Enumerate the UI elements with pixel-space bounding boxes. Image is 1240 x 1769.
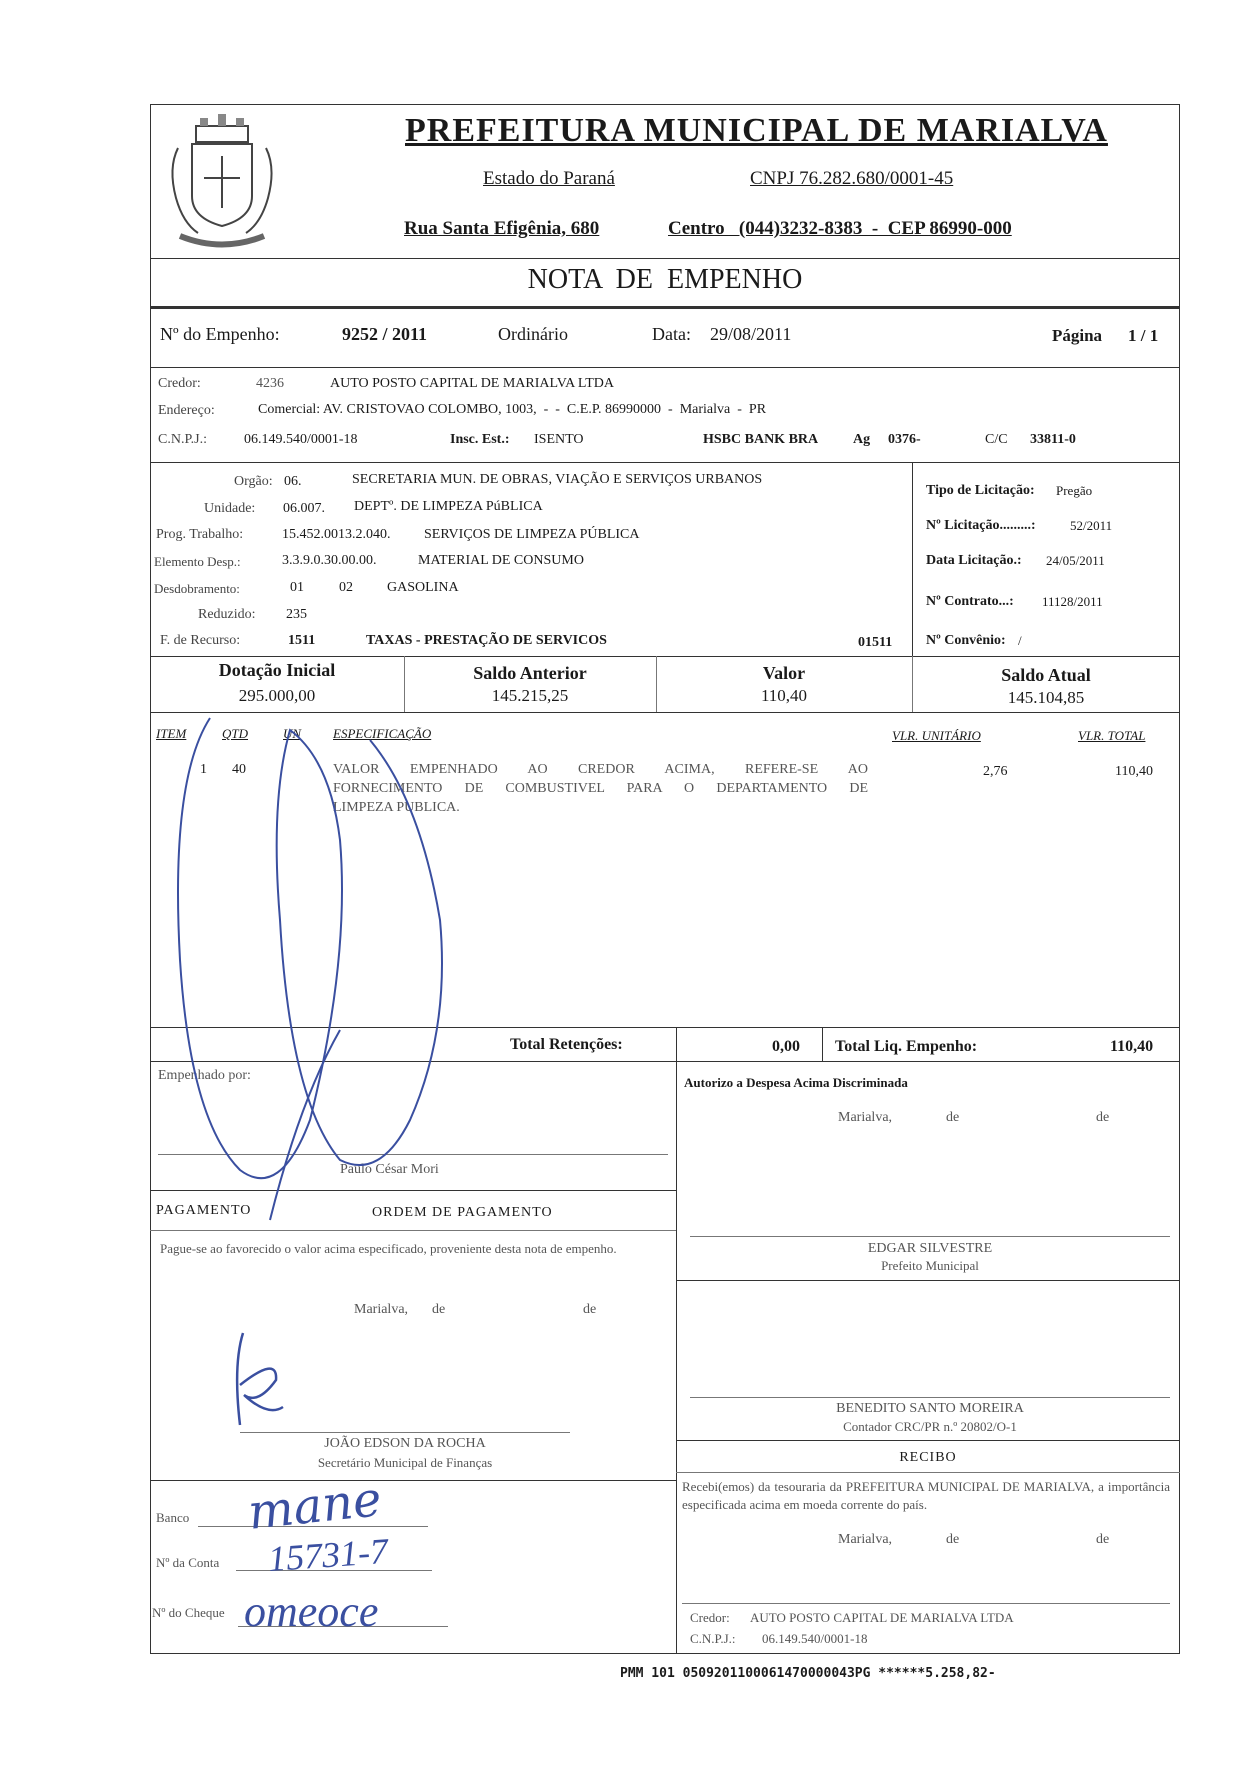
- credor-ag: 0376-: [888, 432, 921, 447]
- empenho-number: 9252 / 2011: [342, 324, 428, 344]
- handwritten-initials: [218, 1325, 298, 1435]
- retencoes-label: Total Retenções:: [510, 1036, 623, 1053]
- credor-address: Comercial: AV. CRISTOVAO COLOMBO, 1003, - - C.E.P. 86990000 - Marialva - PR: [258, 402, 767, 417]
- row-qtd: 40: [232, 762, 246, 777]
- divider: [150, 367, 1180, 368]
- recibo-place: Marialva,: [838, 1532, 893, 1547]
- cheque-label: Nº do Cheque: [152, 1605, 225, 1620]
- elemento-name: MATERIAL DE CONSUMO: [418, 553, 584, 568]
- unidade-label: Unidade:: [204, 501, 256, 516]
- pagamento-label: PAGAMENTO: [156, 1203, 252, 1218]
- liq-label: Total Liq. Empenho:: [835, 1038, 978, 1055]
- row-item: 1: [200, 762, 207, 777]
- divider: [822, 1027, 823, 1061]
- autorizo-place: Marialva,: [838, 1110, 893, 1125]
- divider: [676, 1061, 677, 1654]
- row-total: 110,40: [1115, 764, 1153, 779]
- divider: [150, 656, 1180, 657]
- municipality-contact: Centro (044)3232-8383 - CEP 86990-000: [668, 218, 1012, 239]
- pagamento-text: Pague-se ao favorecido o valor acima especificado, proveniente desta nota de empenho.: [160, 1241, 617, 1256]
- divider: [676, 1280, 1180, 1281]
- municipality-title: PREFEITURA MUNICIPAL DE MARIALVA: [405, 112, 1108, 149]
- row-spec-line-3: LIMPEZA PUBLICA.: [333, 800, 460, 815]
- credor-insc-label: Insc. Est.:: [450, 432, 510, 447]
- reduzido-value: 235: [286, 607, 307, 622]
- divider: [676, 1027, 677, 1061]
- row-spec-line-1: VALOR EMPENHADO AO CREDOR ACIMA, REFERE-SE AO: [333, 762, 868, 777]
- divider: [150, 462, 1180, 463]
- divider: [150, 1230, 676, 1231]
- empenho-number-label: Nº do Empenho:: [160, 324, 280, 344]
- empenho-date: 29/08/2011: [710, 324, 792, 344]
- pagamento-signer-role: Secretário Municipal de Finanças: [317, 1455, 493, 1470]
- pagamento-de1: de: [432, 1302, 446, 1317]
- pagamento-signer: JOÃO EDSON DA ROCHA: [324, 1436, 486, 1451]
- recibo-cnpj: 06.149.540/0001-18: [762, 1631, 868, 1646]
- valor-value: 110,40: [760, 686, 808, 705]
- col-total: VLR. TOTAL: [1078, 728, 1146, 743]
- credor-address-label: Endereço:: [158, 403, 215, 418]
- signature-line: [690, 1236, 1170, 1237]
- valor-label: Valor: [762, 663, 806, 683]
- unidade-code: 06.007.: [283, 501, 325, 516]
- orgao-label: Orgão:: [234, 474, 273, 489]
- recibo-de1: de: [946, 1532, 960, 1547]
- licitacao-tipo: Pregão: [1056, 483, 1093, 498]
- divider: [150, 1480, 676, 1481]
- retencoes-value: 0,00: [772, 1038, 800, 1055]
- saldo-anterior-label: Saldo Anterior: [473, 663, 587, 683]
- desdobramento-name: GASOLINA: [387, 580, 459, 595]
- divider: [912, 462, 913, 658]
- reduzido-label: Reduzido:: [198, 607, 256, 622]
- cheque-value: omeoce: [244, 1587, 379, 1636]
- desdobramento-label: Desdobramento:: [154, 581, 240, 596]
- dotacao-value: 295.000,00: [238, 686, 316, 705]
- credor-name: AUTO POSTO CAPITAL DE MARIALVA LTDA: [330, 376, 614, 391]
- credor-cnpj-label: C.N.P.J.:: [158, 432, 208, 447]
- saldo-atual-value: 145.104,85: [1007, 688, 1085, 707]
- banco-value: mane: [245, 1471, 385, 1541]
- row-spec-line-2: FORNECIMENTO DE COMBUSTIVEL PARA O DEPARTAMENTO DE: [333, 781, 868, 796]
- recibo-credor-label: Credor:: [690, 1610, 730, 1625]
- recibo-text: Recebi(emos) da tesouraria da PREFEITURA MUNICIPAL DE MARIALVA, a importância especificada acima em moeda corrente do país.: [682, 1479, 1170, 1512]
- orgao-name: SECRETARIA MUN. DE OBRAS, VIAÇÃO E SERVIÇOS URBANOS: [352, 472, 763, 487]
- municipality-address: Rua Santa Efigênia, 680: [404, 218, 600, 239]
- divider: [150, 258, 1180, 259]
- contador-signer: BENEDITO SANTO MOREIRA: [836, 1401, 1024, 1416]
- orgao-code: 06.: [284, 474, 302, 489]
- credor-bank: HSBC BANK BRA: [703, 432, 819, 447]
- saldo-atual-label: Saldo Atual: [1001, 665, 1091, 685]
- autorizo-text: Autorizo a Despesa Acima Discriminada: [684, 1075, 908, 1090]
- contrato-label: Nº Contrato...:: [926, 594, 1014, 609]
- licitacao-num-label: Nº Licitação.........:: [926, 518, 1036, 533]
- recibo-credor: AUTO POSTO CAPITAL DE MARIALVA LTDA: [750, 1610, 1014, 1625]
- prog-label: Prog. Trabalho:: [156, 527, 244, 542]
- handwritten-signature: [150, 700, 480, 1200]
- prog-name: SERVIÇOS DE LIMPEZA PÚBLICA: [424, 527, 640, 542]
- state-name: Estado do Paraná: [483, 168, 615, 189]
- recurso-number: 01511: [858, 635, 893, 650]
- page-label: Página: [1052, 326, 1103, 345]
- licitacao-num: 52/2011: [1070, 518, 1113, 533]
- recurso-label: F. de Recurso:: [160, 633, 241, 648]
- empenhado-name: Paulo César Mori: [340, 1162, 439, 1177]
- recibo-cnpj-label: C.N.P.J.:: [690, 1631, 736, 1646]
- licitacao-data-label: Data Licitação.:: [926, 553, 1022, 568]
- document-title: NOTA DE EMPENHO: [527, 264, 803, 295]
- convenio-label: Nº Convênio:: [926, 633, 1006, 648]
- col-qtd: QTD: [222, 726, 249, 741]
- signature-line: [682, 1603, 1170, 1604]
- empenho-date-label: Data:: [652, 324, 691, 344]
- pagamento-de2: de: [583, 1302, 597, 1317]
- desdobramento-a: 01: [290, 580, 304, 595]
- autorizo-signer: EDGAR SILVESTRE: [867, 1241, 993, 1256]
- desdobramento-b: 02: [339, 580, 353, 595]
- credor-cc-label: C/C: [985, 432, 1008, 447]
- pagamento-place: Marialva,: [354, 1302, 409, 1317]
- credor-cc: 33811-0: [1030, 432, 1076, 447]
- recurso-name: TAXAS - PRESTAÇÃO DE SERVICOS: [366, 633, 607, 648]
- empenho-type: Ordinário: [498, 324, 568, 344]
- recurso-code: 1511: [288, 633, 316, 648]
- elemento-code: 3.3.9.0.30.00.00.: [282, 553, 377, 568]
- signature-line: [690, 1397, 1170, 1398]
- autorizo-de2: de: [1096, 1110, 1110, 1125]
- divider: [676, 1440, 1180, 1441]
- ordem-pagamento-label: ORDEM DE PAGAMENTO: [372, 1205, 553, 1220]
- conta-value: 15731-7: [266, 1530, 390, 1580]
- recibo-label: RECIBO: [899, 1450, 957, 1465]
- licitacao-tipo-label: Tipo de Licitação:: [926, 483, 1035, 498]
- contador-signer-role: Contador CRC/PR n.º 20802/O-1: [843, 1419, 1017, 1434]
- divider: [150, 306, 1180, 309]
- col-un: UN: [283, 726, 302, 741]
- empenhado-label: Empenhado por:: [158, 1068, 251, 1083]
- saldo-anterior-value: 145.215,25: [491, 686, 569, 705]
- prog-code: 15.452.0013.2.040.: [282, 527, 391, 542]
- convenio-value: /: [1018, 633, 1022, 648]
- municipality-cnpj: CNPJ 76.282.680/0001-45: [750, 168, 954, 189]
- credor-cnpj: 06.149.540/0001-18: [244, 432, 358, 447]
- elemento-label: Elemento Desp.:: [154, 554, 241, 569]
- col-item: ITEM: [156, 726, 187, 741]
- page-number: 1 / 1: [1128, 326, 1159, 345]
- conta-label: Nº da Conta: [156, 1555, 220, 1570]
- recibo-de2: de: [1096, 1532, 1110, 1547]
- row-unit: 2,76: [983, 764, 1008, 779]
- banco-label: Banco: [156, 1510, 190, 1525]
- dotacao-label: Dotação Inicial: [218, 660, 336, 680]
- contrato-value: 11128/2011: [1042, 594, 1103, 609]
- autorizo-signer-role: Prefeito Municipal: [881, 1258, 979, 1273]
- credor-ag-label: Ag: [853, 432, 871, 447]
- liq-value: 110,40: [1110, 1038, 1154, 1055]
- credor-insc: ISENTO: [534, 432, 584, 447]
- coat-of-arms-icon: [158, 108, 286, 250]
- divider: [676, 1472, 1180, 1473]
- col-spec: ESPECIFICAÇÃO: [333, 726, 432, 741]
- autorizo-de1: de: [946, 1110, 960, 1125]
- col-unit: VLR. UNITÁRIO: [892, 728, 981, 743]
- unidade-name: DEPTº. DE LIMPEZA PúBLICA: [354, 499, 543, 514]
- licitacao-data: 24/05/2011: [1046, 553, 1105, 568]
- credor-label: Credor:: [158, 376, 201, 391]
- credor-code: 4236: [256, 376, 284, 391]
- footer-code: PMM 101 0509201100061470000043PG ******5.258,82-: [620, 1666, 996, 1681]
